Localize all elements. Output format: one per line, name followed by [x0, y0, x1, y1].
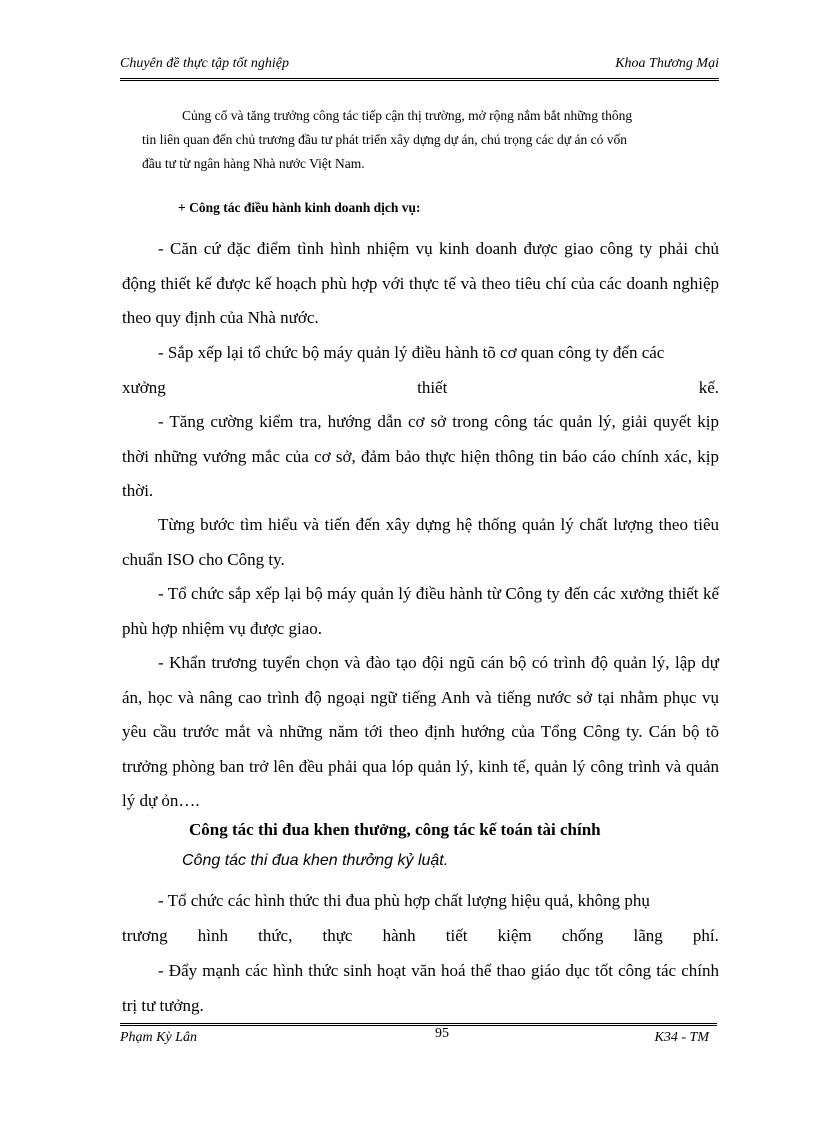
paragraph-7-word: chống: [561, 925, 604, 945]
paragraph-7-word: phí.: [692, 925, 719, 945]
paragraph-5: - Tổ chức sắp xếp lại bộ máy quản lý điều hành từ Công ty đến các xưởng thiết kế phù hợp nhiệm vụ được giao.: [122, 584, 719, 638]
header-left: Chuyên đề thực tập tốt nghiệp: [120, 56, 289, 71]
page-header: [120, 56, 719, 78]
footer-rule: [120, 1023, 717, 1026]
paragraph-8: - Đẩy mạnh các hình thức sinh hoạt văn hoá thể thao giáo dục tốt công tác chính trị tư tưởng.: [122, 961, 719, 1015]
paragraph-7-word: hành: [382, 925, 416, 945]
paragraph-4: Từng bước tìm hiểu và tiến đến xây dựng hệ thống quản lý chất lượng theo tiêu chuẩn ISO cho Công ty.: [122, 515, 719, 569]
paragraph-7-word: lãng: [633, 925, 663, 945]
intro-line-3: đầu tư từ ngân hàng Nhà nước Việt Nam.: [142, 156, 365, 171]
intro-line-2: tin liên quan đến chủ trương đầu tư phát triển xây dựng dự án, chú trọng các dự án có vốn: [142, 132, 627, 147]
paragraph-7-word: thực: [322, 925, 353, 945]
header-right: Khoa Thương Mại: [615, 56, 719, 71]
paragraph-3: - Tăng cường kiểm tra, hướng dẫn cơ sở trong công tác quản lý, giải quyết kịp thời những vướng mắc của cơ sở, đảm bảo thực hiện thông tin báo cáo chính xác, kịp thời.: [122, 412, 719, 501]
paragraph-7-word: tiết: [445, 925, 468, 945]
paragraph-2: [122, 336, 719, 405]
intro-paragraph: [142, 104, 717, 176]
paragraph-2-line-2: [122, 371, 719, 406]
page-number: 95: [435, 1026, 449, 1041]
sub-heading: + Công tác điều hành kinh doanh dịch vụ:: [178, 200, 421, 215]
section-heading: Công tác thi đua khen thưởng, công tác kế toán tài chính: [189, 820, 601, 839]
intro-line-1: Củng cổ và tăng trưởng công tác tiếp cận thị trường, mở rộng nắm bắt những thông: [182, 108, 633, 123]
paragraph-7: [122, 884, 719, 953]
paragraph-7-line-1: - Tổ chức các hình thức thi đua phù hợp chất lượng hiệu quả, không phụ: [158, 891, 650, 910]
paragraph-7-word: trương: [122, 925, 168, 945]
footer-class: K34 - TM: [654, 1030, 709, 1045]
footer-author: Phạm Kỳ Lân: [120, 1030, 197, 1045]
paragraph-2-word: thiết: [417, 377, 448, 397]
paragraph-6: - Khẩn trương tuyển chọn và đào tạo đội ngũ cán bộ có trình độ quản lý, lập dự án, học và nâng cao trình độ ngoại ngữ tiếng Anh và tiếng nước sở tại nhằm phục vụ yêu cầu trước mắt và những năm tới theo định hướng của Tổng Công ty. Cán bộ tõ trưởng phòng ban trở lên đều phải qua lóp quản lý, kinh tế, quản lý công trình và quản lý dự ỏn….: [122, 653, 719, 811]
paragraph-2-line-1: - Sắp xếp lại tổ chức bộ máy quản lý điều hành tõ cơ quan công ty đến các: [158, 343, 665, 362]
paragraph-7-line-2: [122, 919, 719, 954]
paragraph-2-word: xưởng: [122, 377, 166, 397]
header-rule: [120, 78, 719, 81]
page-footer: [120, 1026, 717, 1052]
paragraph-7-word: kiệm: [497, 925, 532, 945]
paragraph-1: - Căn cứ đặc điểm tình hình nhiệm vụ kinh doanh được giao công ty phải chủ động thiết kế được kế hoạch phù hợp với thực tế và theo tiêu chí của các doanh nghiệp theo quy định của Nhà nước.: [122, 239, 719, 328]
paragraph-2-word: kế.: [698, 377, 719, 397]
paragraph-7-word: thức,: [258, 925, 293, 945]
section-subheading: Công tác thi đua khen thưởng kỷ luật.: [182, 852, 449, 869]
paragraph-7-word: hình: [197, 925, 228, 945]
